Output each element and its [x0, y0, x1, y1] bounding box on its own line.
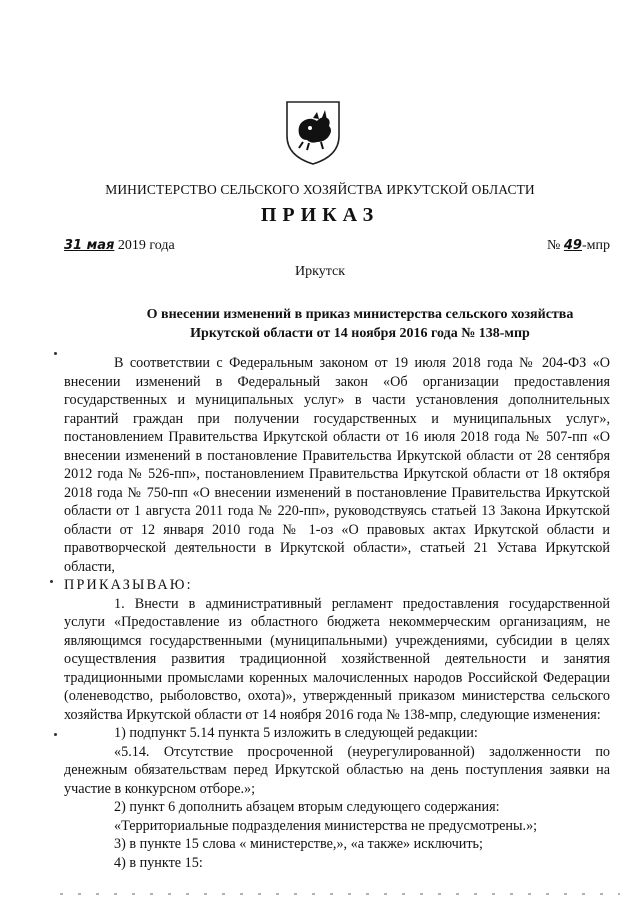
irkutsk-coat-of-arms-icon: [277, 96, 349, 168]
subitem-3: 3) в пункте 15 слова « министерстве,», «а также» исключить;: [114, 836, 483, 852]
order-date: [64, 238, 175, 254]
handwritten-date: 31 мая: [64, 238, 115, 253]
subitem-2-text: «Территориальные подразделения министерства не предусмотрены.»;: [114, 817, 538, 834]
scan-speck: [54, 352, 57, 355]
command-word: ПРИКАЗЫВАЮ:: [64, 577, 193, 593]
order-body: [64, 354, 610, 872]
number-sign: №: [547, 238, 561, 253]
document-type-title: ПРИКАЗ: [260, 204, 380, 226]
subitem-2: 2) пункт 6 дополнить абзацем вторым следующего содержания:: [114, 799, 500, 815]
ministry-name: МИНИСТЕРСТВО СЕЛЬСКОГО ХОЗЯЙСТВА ИРКУТСКОЙ ОБЛАСТИ: [105, 182, 535, 197]
order-subject: [60, 305, 640, 343]
scan-speck: [50, 580, 53, 583]
handwritten-number: 49: [563, 238, 582, 253]
date-year: 2019 года: [117, 238, 175, 253]
order-number: [547, 238, 610, 254]
scan-edge-noise: [60, 893, 620, 895]
subitem-1: 1) подпункт 5.14 пункта 5 изложить в следующей редакции:: [114, 725, 478, 741]
subject-line-2: Иркутской области от 14 ноября 2016 года № 138-мпр: [190, 326, 530, 341]
subject-line-1: О внесении изменений в приказ министерства сельского хозяйства: [146, 307, 574, 322]
subitem-4: 4) в пункте 15:: [114, 854, 203, 871]
number-suffix: -мпр: [581, 238, 610, 253]
city-name: Иркутск: [294, 264, 346, 279]
scan-speck: [54, 733, 57, 736]
item-1-paragraph: 1. Внести в административный регламент предоставления государственной услуги «Предоставление из областного бюджета некоммерческим организациям, не являющимся государственными (муниципальными) учреждениями, субсидии в целях осуществления развития традиционной хозяйственной деятельности и занятия традиционными промыслами коренных малочисленных народов Российской Федерации (оленеводство, рыболовство, охота)», утвержденный приказом министерства сельского хозяйства Иркутской области от 14 ноября 2016 года № 138-мпр, следующие изменения:: [64, 595, 610, 723]
subitem-1-text: «5.14. Отсутствие просроченной (неурегулированной) задолженности по денежным обязательствам перед Иркутской областью на день поступления заявки на участие в конкурсном отборе.»;: [64, 743, 610, 797]
preamble-paragraph: В соответствии с Федеральным законом от 19 июля 2018 года № 204-ФЗ «О внесении изменений в Федеральный закон «Об организации предоставления государственных и муниципальных услуг» в части установления дополнительных гарантий граждан при получении государственных и муниципальных услуг», постановлением Правительства Иркутской области от 16 июля 2018 года № 507-пп «О внесении изменений в постановление Правительства Иркутской области от 28 сентября 2012 года № 526-пп», постановлением Правительства Иркутской области от 18 октября 2018 года № 750-пп «О внесении изменений в постановление Правительства Иркутской области от 1 августа 2011 года № 220-пп», руководствуясь статьей 13 Закона Иркутской области от 12 января 2010 года № 1-оз «О правовых актах Иркутской области и правотворческой деятельности в Иркутской области», статьей 21 Устава Иркутской области,: [64, 355, 610, 575]
